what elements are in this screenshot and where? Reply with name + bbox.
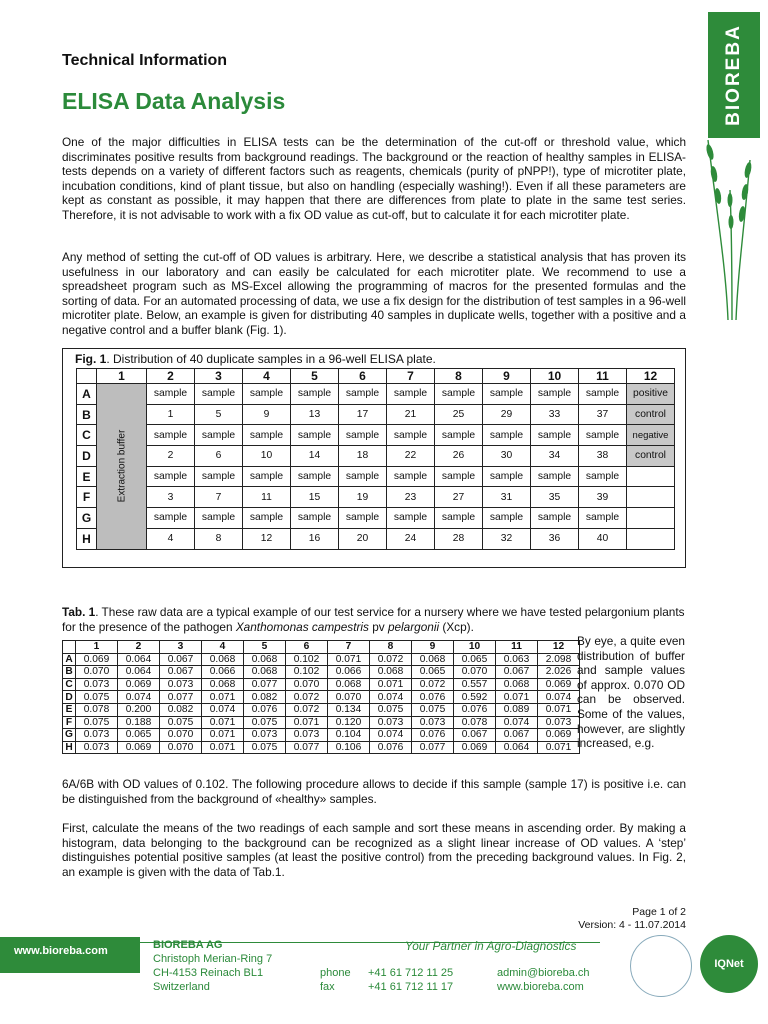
od-value-cell: 0.072 <box>286 703 328 716</box>
column-header: 5 <box>291 369 339 384</box>
document-title: ELISA Data Analysis <box>62 88 286 114</box>
sample-cell: sample <box>195 425 243 446</box>
pathogen-name: Xanthomonas campestris <box>235 619 369 634</box>
intro-paragraph: One of the major difficulties in ELISA tests can be the determination of the cut-off or threshold value, which discriminates positive results from background readings. The background or the reaction of healthy samples in ELISA-tests depends on a variety of different factors such as reagents, chemicals (purity of pNPP!), type of microtiter plate, incubation conditions, kind of plant tissue, but also on handling (especially washing!). Even if all these parameters are kept as constant as possible, it may happen that there are differences from plate to plate in the same test series. Therefore, it is not advisable to work with a fix OD value as cut-off, but to calculate it for each microtiter plate. <box>62 135 686 222</box>
od-value-cell: 0.075 <box>76 691 118 704</box>
sample-cell: sample <box>195 508 243 529</box>
sample-cell: sample <box>291 508 339 529</box>
od-value-cell: 0.067 <box>160 666 202 679</box>
row-label: B <box>63 666 76 679</box>
od-value-cell: 0.077 <box>286 741 328 754</box>
sample-cell: sample <box>291 384 339 405</box>
sample-cell: sample <box>435 508 483 529</box>
row-label: C <box>77 425 97 446</box>
sample-cell: 14 <box>291 446 339 467</box>
od-value-cell: 0.200 <box>118 703 160 716</box>
sample-cell: sample <box>435 466 483 487</box>
sample-cell: sample <box>291 466 339 487</box>
sample-cell: 34 <box>531 446 579 467</box>
od-value-cell: 0.075 <box>76 716 118 729</box>
figure-caption <box>75 352 436 366</box>
sample-cell: sample <box>531 466 579 487</box>
od-value-cell: 0.066 <box>202 666 244 679</box>
sample-cell: sample <box>147 508 195 529</box>
od-value-cell: 0.073 <box>370 716 412 729</box>
row-label: E <box>63 703 76 716</box>
sample-cell: 3 <box>147 487 195 508</box>
figure-label: Fig. 1 <box>75 352 107 366</box>
od-value-cell: 0.073 <box>76 729 118 742</box>
sample-cell: sample <box>243 508 291 529</box>
od-value-cell: 0.557 <box>454 678 496 691</box>
continuation-paragraph: 6A/6B with OD values of 0.102. The following procedure allows to decide if this sample (sample 17) is positive i.e. can be distinguished from the background of «healthy» samples. <box>62 777 686 806</box>
certification-seal <box>630 935 692 997</box>
column-header: 8 <box>435 369 483 384</box>
sample-cell: 4 <box>147 528 195 549</box>
od-value-cell: 0.106 <box>328 741 370 754</box>
od-value-cell: 0.065 <box>454 653 496 666</box>
phone-number: +41 61 712 11 25 <box>368 967 454 979</box>
od-value-cell: 0.067 <box>454 729 496 742</box>
od-value-cell: 0.078 <box>454 716 496 729</box>
sample-cell: sample <box>483 384 531 405</box>
sample-cell: 24 <box>387 528 435 549</box>
od-value-cell: 0.064 <box>118 653 160 666</box>
od-value-cell: 0.068 <box>202 678 244 691</box>
row-label: A <box>63 653 76 666</box>
control-cell <box>627 508 675 529</box>
sample-cell: 19 <box>339 487 387 508</box>
od-value-cell: 0.071 <box>538 703 580 716</box>
sample-cell: sample <box>531 384 579 405</box>
sample-cell: sample <box>339 466 387 487</box>
sample-cell: 15 <box>291 487 339 508</box>
od-value-cell: 0.069 <box>538 678 580 691</box>
column-header: 4 <box>243 369 291 384</box>
od-value-cell: 0.076 <box>412 691 454 704</box>
od-value-cell: 0.072 <box>412 678 454 691</box>
control-cell: control <box>627 446 675 467</box>
column-header: 5 <box>244 641 286 654</box>
sample-cell: 28 <box>435 528 483 549</box>
address-line-3: Switzerland <box>153 981 210 993</box>
sample-cell: sample <box>339 508 387 529</box>
od-value-cell: 0.074 <box>118 691 160 704</box>
address-line-2: CH-4153 Reinach BL1 <box>153 967 264 979</box>
od-value-cell: 0.134 <box>328 703 370 716</box>
od-value-cell: 0.068 <box>328 678 370 691</box>
sample-cell: sample <box>339 384 387 405</box>
sample-cell: 26 <box>435 446 483 467</box>
od-value-cell: 0.102 <box>286 666 328 679</box>
table-label: Tab. 1 <box>62 605 96 619</box>
column-header: 7 <box>328 641 370 654</box>
sample-cell: 6 <box>195 446 243 467</box>
od-value-cell: 0.075 <box>370 703 412 716</box>
od-value-cell: 0.076 <box>412 729 454 742</box>
sample-cell: 21 <box>387 404 435 425</box>
od-value-cell: 0.072 <box>370 653 412 666</box>
method-paragraph: Any method of setting the cut-off of OD values is arbitrary. Here, we describe a statistical analysis that has proven its usefulness in our laboratory and can easily be calculated for each microtiter plate. We recommend to use a spreadsheet program such as MS-Excel allowing the programming of macros for the presented formulas and the sorting of data. For an automated processing of data, we use a fix design for the distribution of test samples in a 96-well microtiter plate. Below, an example is given for distributing 40 samples in duplicate wells, together with a positive and a negative control and a buffer blank (Fig. 1). <box>62 250 686 337</box>
sample-cell: sample <box>435 425 483 446</box>
sample-cell: 10 <box>243 446 291 467</box>
od-value-cell: 0.073 <box>76 678 118 691</box>
sample-cell: sample <box>147 466 195 487</box>
od-value-cell: 0.069 <box>454 741 496 754</box>
sample-cell: 22 <box>387 446 435 467</box>
column-header: 11 <box>496 641 538 654</box>
sample-cell: 18 <box>339 446 387 467</box>
od-value-cell: 0.102 <box>286 653 328 666</box>
sample-cell: 37 <box>579 404 627 425</box>
od-value-cell: 0.067 <box>496 666 538 679</box>
sample-cell: sample <box>291 425 339 446</box>
od-value-cell: 0.069 <box>76 653 118 666</box>
od-value-cell: 0.068 <box>412 653 454 666</box>
control-cell: positive <box>627 384 675 405</box>
od-value-cell: 0.120 <box>328 716 370 729</box>
od-value-cell: 0.073 <box>160 678 202 691</box>
od-value-cell: 0.075 <box>160 716 202 729</box>
od-value-cell: 0.071 <box>370 678 412 691</box>
brand-name: BIOREBA <box>723 24 744 126</box>
procedure-paragraph: First, calculate the means of the two readings of each sample and sort these means in ascending order. By making a histogram, data belonging to the background can be recognized as a slight linear increase of OD values. A ‘step’ distinguishes potential positive samples (at least the positive control) from the preceding background values. In Fig. 2, an example is given with the data of Tab.1. <box>62 821 686 879</box>
od-value-cell: 0.071 <box>496 691 538 704</box>
od-value-cell: 0.068 <box>202 653 244 666</box>
fax-label: fax <box>320 981 335 993</box>
raw-data-table <box>62 640 580 754</box>
od-value-cell: 0.104 <box>328 729 370 742</box>
od-value-cell: 0.073 <box>538 716 580 729</box>
wheat-icon <box>688 130 768 320</box>
od-value-cell: 0.077 <box>412 741 454 754</box>
control-cell <box>627 528 675 549</box>
version-info: Version: 4 - 11.07.2014 <box>578 918 686 931</box>
od-value-cell: 0.070 <box>286 678 328 691</box>
row-label: F <box>63 716 76 729</box>
table-caption-text: pv <box>368 619 388 634</box>
sample-cell: 25 <box>435 404 483 425</box>
page-number: Page 1 of 2 <box>632 906 686 918</box>
control-cell: control <box>627 404 675 425</box>
od-value-cell: 0.082 <box>160 703 202 716</box>
control-cell <box>627 487 675 508</box>
company-name: BIOREBA AG <box>153 939 223 951</box>
od-value-cell: 0.070 <box>160 729 202 742</box>
sample-cell: 9 <box>243 404 291 425</box>
od-value-cell: 0.075 <box>244 716 286 729</box>
sample-cell: sample <box>195 466 243 487</box>
od-value-cell: 0.070 <box>328 691 370 704</box>
row-label: E <box>77 466 97 487</box>
row-label: H <box>77 528 97 549</box>
fax-number: +41 61 712 11 17 <box>368 981 454 993</box>
row-label: F <box>77 487 97 508</box>
control-cell: negative <box>627 425 675 446</box>
od-value-cell: 0.066 <box>328 666 370 679</box>
buffer-label: Extraction buffer <box>116 429 127 503</box>
row-label: D <box>77 446 97 467</box>
od-value-cell: 0.071 <box>202 691 244 704</box>
web-link[interactable]: www.bioreba.com <box>497 981 584 993</box>
sample-cell: 1 <box>147 404 195 425</box>
sample-cell: 5 <box>195 404 243 425</box>
sample-cell: 7 <box>195 487 243 508</box>
sample-cell: 30 <box>483 446 531 467</box>
table-caption-text: . These raw data are a typical example of our test service for a nursery where we have tested pelargonium plants for the presence of the pathogen <box>62 605 685 634</box>
row-label: D <box>63 691 76 704</box>
sample-cell: sample <box>339 425 387 446</box>
od-value-cell: 0.071 <box>202 741 244 754</box>
od-value-cell: 0.075 <box>244 741 286 754</box>
column-header: 10 <box>454 641 496 654</box>
od-value-cell: 0.074 <box>538 691 580 704</box>
sample-cell: 29 <box>483 404 531 425</box>
sample-cell: sample <box>147 384 195 405</box>
sample-cell: sample <box>483 466 531 487</box>
column-header: 6 <box>286 641 328 654</box>
column-header: 12 <box>627 369 675 384</box>
column-header: 10 <box>531 369 579 384</box>
email-link[interactable]: admin@bioreba.ch <box>497 967 590 979</box>
sample-cell: sample <box>531 508 579 529</box>
od-value-cell: 0.074 <box>202 703 244 716</box>
od-value-cell: 2.026 <box>538 666 580 679</box>
column-header: 1 <box>76 641 118 654</box>
od-value-cell: 0.075 <box>412 703 454 716</box>
phone-label: phone <box>320 967 351 979</box>
od-value-cell: 0.076 <box>454 703 496 716</box>
row-label: C <box>63 678 76 691</box>
od-value-cell: 0.068 <box>370 666 412 679</box>
sample-cell: 40 <box>579 528 627 549</box>
sample-cell: 11 <box>243 487 291 508</box>
od-value-cell: 0.071 <box>538 741 580 754</box>
od-value-cell: 0.592 <box>454 691 496 704</box>
column-header: 1 <box>97 369 147 384</box>
od-value-cell: 0.082 <box>244 691 286 704</box>
od-value-cell: 0.071 <box>202 716 244 729</box>
sample-cell: sample <box>387 466 435 487</box>
table-caption <box>62 605 686 634</box>
od-value-cell: 0.068 <box>244 653 286 666</box>
sample-cell: sample <box>579 508 627 529</box>
sample-cell: sample <box>579 384 627 405</box>
od-value-cell: 0.069 <box>118 741 160 754</box>
sample-cell: sample <box>435 384 483 405</box>
od-value-cell: 0.074 <box>370 729 412 742</box>
sample-cell: 35 <box>531 487 579 508</box>
row-label: B <box>77 404 97 425</box>
row-label: G <box>77 508 97 529</box>
od-value-cell: 0.070 <box>160 741 202 754</box>
od-value-cell: 0.073 <box>244 729 286 742</box>
sample-cell: sample <box>483 425 531 446</box>
document-subtitle: Technical Information <box>62 52 228 69</box>
sample-cell: 17 <box>339 404 387 425</box>
od-value-cell: 0.073 <box>76 741 118 754</box>
sample-cell: 20 <box>339 528 387 549</box>
od-value-cell: 0.073 <box>412 716 454 729</box>
od-value-cell: 0.069 <box>118 678 160 691</box>
column-header: 7 <box>387 369 435 384</box>
pathovar-name: pelargonii <box>387 619 440 634</box>
column-header: 2 <box>147 369 195 384</box>
figure-caption-text: . Distribution of 40 duplicate samples in a 96-well ELISA plate. <box>106 352 436 366</box>
od-value-cell: 0.071 <box>202 729 244 742</box>
od-value-cell: 0.076 <box>244 703 286 716</box>
od-value-cell: 0.077 <box>160 691 202 704</box>
sample-cell: sample <box>243 425 291 446</box>
od-value-cell: 0.064 <box>496 741 538 754</box>
column-header: 2 <box>118 641 160 654</box>
sample-cell: sample <box>387 508 435 529</box>
sample-cell: sample <box>531 425 579 446</box>
sample-cell: 13 <box>291 404 339 425</box>
od-value-cell: 0.068 <box>496 678 538 691</box>
plate-layout-table <box>76 368 675 550</box>
column-header: 3 <box>195 369 243 384</box>
row-label: G <box>63 729 76 742</box>
address-line-1: Christoph Merian-Ring 7 <box>153 953 273 965</box>
od-value-cell: 0.067 <box>160 653 202 666</box>
sample-cell: 12 <box>243 528 291 549</box>
column-header: 11 <box>579 369 627 384</box>
od-value-cell: 0.071 <box>286 716 328 729</box>
column-header: 9 <box>412 641 454 654</box>
iqnet-badge <box>700 935 758 993</box>
sample-cell: 23 <box>387 487 435 508</box>
corner-cell <box>63 641 76 654</box>
control-cell <box>627 466 675 487</box>
sample-cell: 33 <box>531 404 579 425</box>
od-value-cell: 0.065 <box>412 666 454 679</box>
sample-cell: sample <box>579 425 627 446</box>
od-value-cell: 0.074 <box>370 691 412 704</box>
table-caption-text: (Xcp). <box>439 619 474 634</box>
od-value-cell: 0.188 <box>118 716 160 729</box>
od-value-cell: 0.071 <box>328 653 370 666</box>
od-value-cell: 0.064 <box>118 666 160 679</box>
column-header: 12 <box>538 641 580 654</box>
od-value-cell: 0.073 <box>286 729 328 742</box>
sample-cell: 2 <box>147 446 195 467</box>
buffer-column <box>97 384 147 550</box>
sample-cell: sample <box>195 384 243 405</box>
sample-cell: 27 <box>435 487 483 508</box>
od-value-cell: 0.076 <box>370 741 412 754</box>
od-value-cell: 0.070 <box>76 666 118 679</box>
column-header: 8 <box>370 641 412 654</box>
od-value-cell: 0.070 <box>454 666 496 679</box>
od-value-cell: 0.078 <box>76 703 118 716</box>
sample-cell: 8 <box>195 528 243 549</box>
sample-cell: 32 <box>483 528 531 549</box>
column-header: 4 <box>202 641 244 654</box>
sample-cell: sample <box>147 425 195 446</box>
od-value-cell: 0.065 <box>118 729 160 742</box>
column-header: 9 <box>483 369 531 384</box>
od-value-cell: 0.069 <box>538 729 580 742</box>
row-label: A <box>77 384 97 405</box>
od-value-cell: 0.089 <box>496 703 538 716</box>
sample-cell: sample <box>387 384 435 405</box>
column-header: 6 <box>339 369 387 384</box>
corner-cell <box>77 369 97 384</box>
sample-cell: 38 <box>579 446 627 467</box>
od-value-cell: 0.063 <box>496 653 538 666</box>
sample-cell: sample <box>579 466 627 487</box>
sample-cell: 39 <box>579 487 627 508</box>
od-value-cell: 0.074 <box>496 716 538 729</box>
sample-cell: 16 <box>291 528 339 549</box>
od-value-cell: 0.067 <box>496 729 538 742</box>
column-header: 3 <box>160 641 202 654</box>
iqnet-label: IQNet <box>714 958 744 970</box>
od-value-cell: 2.098 <box>538 653 580 666</box>
od-value-cell: 0.068 <box>244 666 286 679</box>
company-tagline: Your Partner in Agro-Diagnostics <box>405 939 577 953</box>
brand-logo <box>708 12 760 138</box>
sample-cell: 36 <box>531 528 579 549</box>
side-note: By eye, a quite even distribution of buffer and sample values of approx. 0.070 OD can be observed. Some of the values, however, are slightly increased, e.g. <box>577 634 685 751</box>
od-value-cell: 0.072 <box>286 691 328 704</box>
sample-cell: 31 <box>483 487 531 508</box>
sample-cell: sample <box>387 425 435 446</box>
sample-cell: sample <box>243 466 291 487</box>
row-label: H <box>63 741 76 754</box>
footer-website-link[interactable]: www.bioreba.com <box>14 945 108 957</box>
sample-cell: sample <box>483 508 531 529</box>
page-info <box>520 906 686 931</box>
od-value-cell: 0.077 <box>244 678 286 691</box>
sample-cell: sample <box>243 384 291 405</box>
